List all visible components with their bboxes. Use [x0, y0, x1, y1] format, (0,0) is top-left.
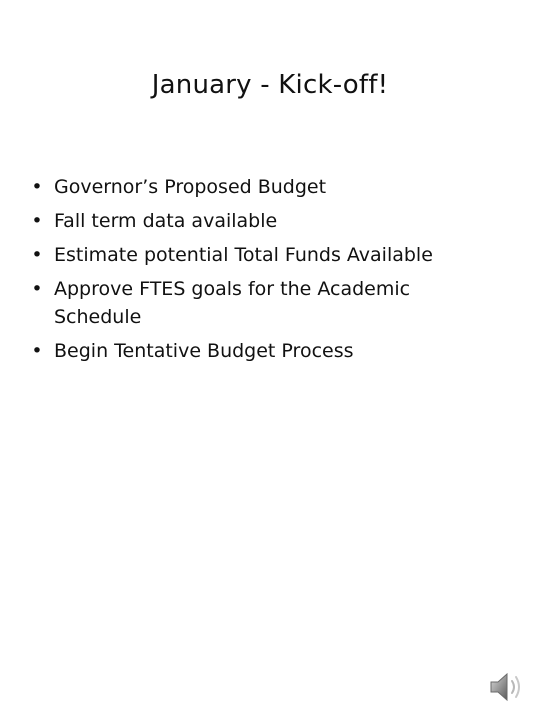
bullet-item	[26, 337, 496, 365]
bullet-dot: •	[31, 340, 43, 362]
bullet-dot: •	[31, 176, 43, 198]
bullet-item	[26, 275, 496, 331]
bullet-item	[26, 241, 496, 269]
bullet-text: Governor’s Proposed Budget	[54, 176, 327, 198]
speaker-icon-graphic	[488, 670, 526, 704]
bullet-list	[26, 173, 496, 371]
bullet-dot: •	[31, 278, 43, 300]
bullet-dot: •	[31, 210, 43, 232]
bullet-item	[26, 173, 496, 201]
bullet-dot: •	[31, 244, 43, 266]
slide-title: January - Kick-off!	[151, 70, 389, 100]
speaker-audio-icon[interactable]	[488, 670, 526, 704]
bullet-text: Approve FTES goals for the Academic Schedule	[54, 278, 411, 328]
bullet-text: Begin Tentative Budget Process	[54, 340, 354, 362]
bullet-text: Estimate potential Total Funds Available	[54, 244, 433, 266]
bullet-text: Fall term data available	[54, 210, 278, 232]
bullet-item	[26, 207, 496, 235]
